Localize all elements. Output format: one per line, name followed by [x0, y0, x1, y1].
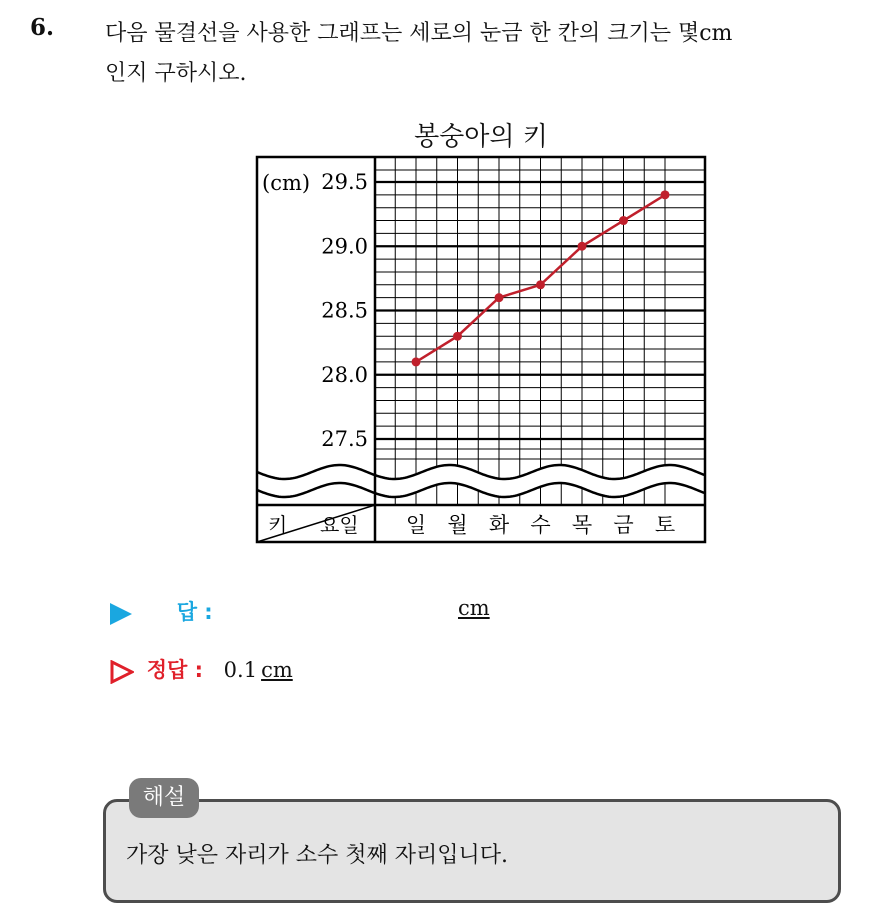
question-text-line-1: 다음 물결선을 사용한 그래프는 세로의 눈금 한 칸의 크기는 몇cm: [105, 21, 733, 46]
data-point: [412, 357, 421, 366]
chart-grid: [375, 157, 705, 505]
answer-row: [110, 596, 213, 626]
x-tick-label: 금: [613, 513, 634, 537]
y-unit-label: (cm): [262, 171, 311, 195]
corner-label-height: 키: [268, 513, 288, 537]
data-point: [453, 332, 462, 341]
correct-answer-row: [110, 654, 293, 684]
data-point: [495, 293, 504, 302]
x-tick-label: 월: [447, 513, 468, 537]
x-tick-label: 목: [571, 513, 593, 537]
x-tick-label: 수: [530, 513, 551, 537]
x-tick-labels: [406, 513, 675, 537]
chart-title: 봉숭아의 키: [414, 122, 548, 152]
y-tick-label: 29.0: [321, 234, 368, 259]
wavy-break-lines: [257, 465, 705, 497]
explanation-tag: 해설: [129, 778, 199, 818]
question-text-line-2: 인지 구하시오.: [105, 61, 247, 86]
answer-label: 답 :: [176, 600, 213, 624]
data-point: [536, 280, 545, 289]
correct-value-unit: cm: [261, 658, 293, 682]
correct-answer-value: [224, 658, 293, 682]
answer-unit: cm: [458, 596, 490, 620]
y-tick-label: 28.0: [321, 362, 368, 387]
y-tick-label: 27.5: [321, 427, 368, 451]
y-tick-label: 28.5: [321, 298, 368, 323]
x-tick-label: 화: [488, 513, 510, 537]
correct-value-number: 0.1: [223, 658, 258, 682]
corner-label-day: 요일: [320, 513, 359, 537]
explanation-text: 가장 낮은 자리가 소수 첫째 자리입니다.: [126, 843, 508, 868]
correct-answer-label: 정답 :: [146, 658, 203, 682]
data-point: [661, 190, 670, 199]
data-point: [578, 242, 587, 251]
question-number: 6.: [30, 14, 55, 41]
outline-triangle-icon: [110, 660, 134, 684]
x-tick-label: 일: [405, 513, 427, 537]
y-tick-labels: [321, 170, 368, 451]
data-point: [619, 216, 628, 225]
x-tick-label: 토: [654, 513, 676, 537]
play-triangle-icon: [110, 603, 132, 625]
y-tick-label: 29.5: [321, 170, 368, 194]
